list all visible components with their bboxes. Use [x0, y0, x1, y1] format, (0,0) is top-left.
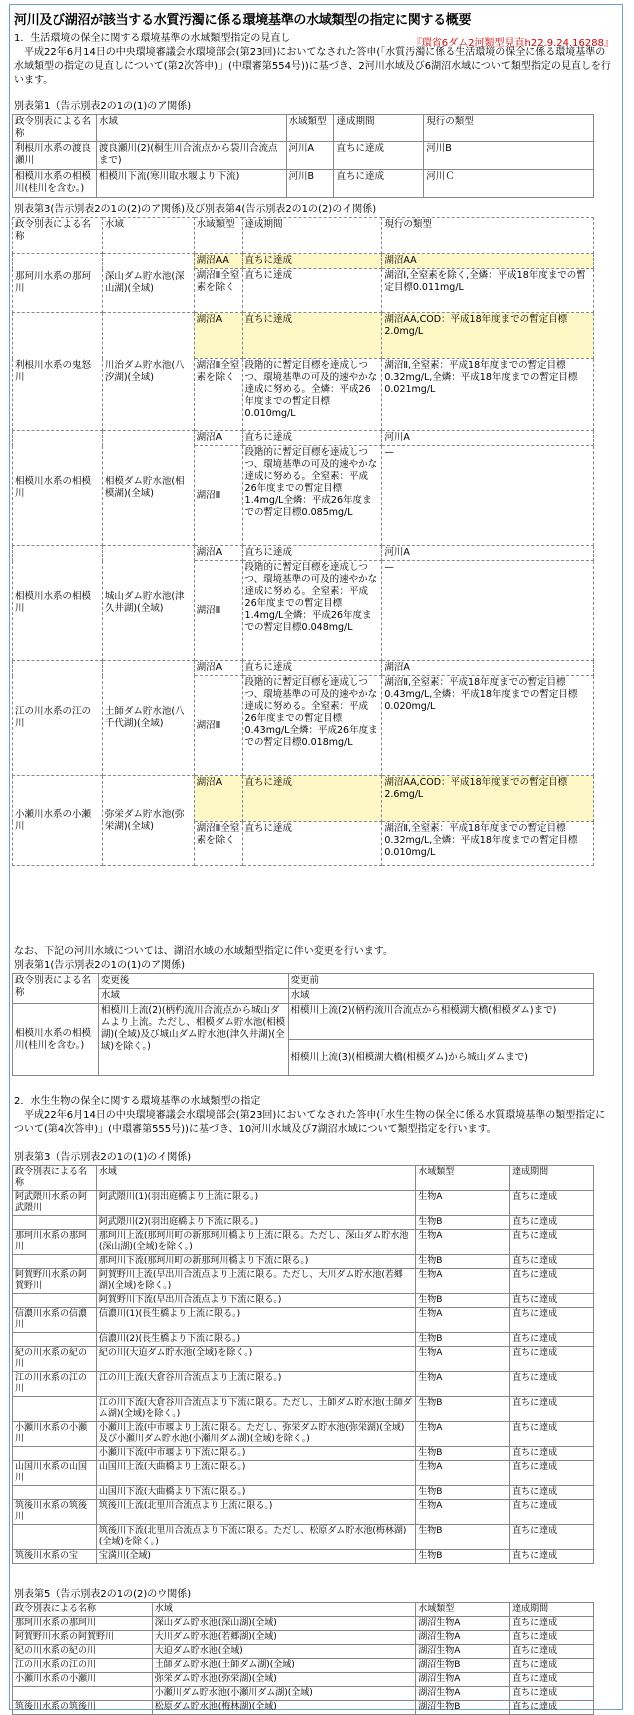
table-row	[13, 170, 594, 198]
table-row	[13, 1659, 594, 1673]
period-cell: 直ちに達成	[242, 546, 382, 561]
header-cell: 達成期間	[334, 115, 424, 142]
table-cell: 直ちに達成	[510, 1308, 594, 1333]
type-cell: 湖沼Ⅱ	[194, 561, 242, 661]
table-row	[13, 1550, 594, 1564]
table-cell: 直ちに達成	[510, 1230, 594, 1255]
table-row	[13, 1294, 594, 1308]
water-area-cell: 深山ダム貯水池(深山湖)(全域)	[102, 254, 194, 313]
header-cell: 政令別表による名称	[13, 218, 103, 254]
header-cell: 水域	[96, 1166, 415, 1191]
header-cell: 達成期間	[510, 1603, 594, 1617]
table-cell: 相模川上流(2)(柄杓流川合流点から相模湖大橋(相模ダム)まで)	[288, 1004, 593, 1040]
table-cell: 深山ダム貯水池(深山湖)(全域)	[152, 1617, 416, 1631]
table-cell: 小瀬川水系の小瀬川	[13, 1673, 153, 1687]
table-row	[13, 1333, 594, 1347]
table5-label: 別表第5（告示別表2の1の(2)のウ関係)	[14, 1589, 192, 1600]
table-cell: 那珂川下流(那珂川町の新那珂川橋より下流に限る。)	[96, 1255, 415, 1269]
table-cell: 紀の川水系の紀の川	[13, 1347, 97, 1372]
table-cell: 直ちに達成	[510, 1631, 594, 1645]
type-cell: 湖沼A	[194, 776, 242, 822]
page-title: 河川及び湖沼が該当する水質汚濁に係る環境基準の水域類型の指定に関する概要	[14, 13, 472, 28]
table-cell	[13, 1294, 97, 1308]
table-cell: 直ちに達成	[510, 1255, 594, 1269]
table-row	[13, 1230, 594, 1255]
table-cell: 弥栄ダム貯水池(弥栄湖)(全域)	[152, 1673, 416, 1687]
table-cell: 土師ダム貯水池(土師ダム湖)(全域)	[152, 1659, 416, 1673]
table-row	[13, 661, 594, 676]
period-cell: 直ちに達成	[242, 431, 382, 446]
table-cell: 直ちに達成	[510, 1500, 594, 1525]
table-cell: 大川ダム貯水池(若郷湖)(全域)	[152, 1631, 416, 1645]
group-name-cell: 相模川水系の相模川	[13, 546, 103, 661]
table-cell: 湖沼生物B	[416, 1701, 510, 1715]
table-cell: 信濃川(1)(長生橋より上流に限る。)	[96, 1308, 415, 1333]
table-row	[13, 1269, 594, 1294]
table-cell: 湖沼生物A	[416, 1631, 510, 1645]
table-cell: 直ちに達成	[510, 1550, 594, 1564]
table-cell: 生物B	[416, 1294, 510, 1308]
table-row	[13, 1255, 594, 1269]
table-row	[13, 313, 594, 359]
table5	[12, 1602, 594, 1715]
table-cell: 直ちに達成	[510, 1701, 594, 1715]
table-cell: 江の川下流(大倉谷川合流点より下流に限る。ただし、土師ダム貯水池(土師ダム湖)(全域)を除く。)	[96, 1397, 415, 1422]
table-cell: 生物A	[416, 1308, 510, 1333]
table-cell: 河川B	[286, 170, 334, 198]
current-type-cell: 河川A	[382, 546, 594, 561]
table-row	[13, 254, 594, 269]
table-row	[13, 1191, 594, 1216]
table-cell: 相模川上流(2)(柄杓流川合流点から城山ダムより上流。ただし、相模ダム貯水池(相模湖)(全域)及び城山ダム貯水池(津久井湖)(全域)を除く。)	[98, 1004, 288, 1076]
table-cell: 阿賀野川下流(早出川合流点より下流に限る。)	[96, 1294, 415, 1308]
period-cell: 直ちに達成	[242, 313, 382, 359]
type-cell: 湖沼Ⅱ全窒素を除く	[194, 359, 242, 431]
table-row	[13, 546, 594, 561]
table-cell: 阿賀野川水系の阿賀野川	[13, 1269, 97, 1294]
header-cell: 現行の類型	[424, 115, 594, 142]
table-cell: 直ちに達成	[510, 1372, 594, 1397]
table-row	[13, 1004, 594, 1040]
table-row	[13, 1461, 594, 1486]
table-cell: 直ちに達成	[510, 1486, 594, 1500]
group-name-cell: 那珂川水系の那珂川	[13, 254, 103, 313]
table-row	[13, 1525, 594, 1550]
table-header-row	[13, 115, 594, 142]
table-row	[13, 1422, 594, 1447]
type-cell: 湖沼Ⅱ	[194, 446, 242, 546]
header-cell: 変更前	[288, 974, 593, 989]
type-cell: 湖沼A	[194, 546, 242, 561]
period-cell: 段階的に暫定目標を達成しつつ、環境基準の可及的速やかな達成に努める。全窒素：平成26年度までの暫定目標0.43mg/L全燐：平成26年度までの暫定目標0.018mg/L	[242, 676, 382, 776]
water-area-cell: 川治ダム貯水池(八汐湖)(全域)	[102, 313, 194, 431]
table-cell: 湖沼生物A	[416, 1673, 510, 1687]
table-cell: 小瀬川ダム貯水池(小瀬川ダム湖)(全域)	[152, 1687, 416, 1701]
table-cell: 生物A	[416, 1422, 510, 1447]
table-cell: 直ちに達成	[510, 1461, 594, 1486]
table-cell: 直ちに達成	[334, 142, 424, 170]
table-cell: 相模川上流(3)(相模湖大橋(相模ダム)から城山ダムまで)	[288, 1040, 593, 1076]
table-cell: 生物A	[416, 1500, 510, 1525]
header-cell: 政令別表による名称	[13, 115, 97, 142]
table-row	[13, 1617, 594, 1631]
type-cell: 湖沼AA	[194, 254, 242, 269]
section1-paragraph: 平成22年6月14日の中央環境審議会水環境部会(第23回)においてなされた答申(「水質汚濁に係る生活環境の保全に係る環境基準の水域類型の指定の見直しについて(第2次答申)」(中環審第554号))に基づき、2河川水域及び6湖沼水域について類型指定の見直しを行います。	[14, 47, 611, 86]
header-cell: 変更後	[98, 974, 288, 989]
current-type-cell: 湖沼AA	[382, 254, 594, 269]
table-cell: 直ちに達成	[510, 1422, 594, 1447]
current-type-cell: 湖沼AA,COD：平成18年度までの暫定目標2.6mg/L	[382, 776, 594, 822]
table-cell: 生物B	[416, 1525, 510, 1550]
table-cell: 直ちに達成	[334, 170, 424, 198]
period-cell: 段階的に暫定目標を達成しつつ、環境基準の可及的速やかな達成に努める。全燐：平成26年度までの暫定目標0.010mg/L	[242, 359, 382, 431]
type-cell: 湖沼A	[194, 661, 242, 676]
table-cell: 阿武隈川水系の阿武隈川	[13, 1191, 97, 1216]
table-cell: 小瀬川下流(中市堰より下流に限る。)	[96, 1447, 415, 1461]
table-cell: 生物B	[416, 1397, 510, 1422]
water-area-cell: 土師ダム貯水池(八千代湖)(全域)	[102, 661, 194, 776]
table-cell: 直ちに達成	[510, 1269, 594, 1294]
table-cell: 小瀬川水系の小瀬川	[13, 1422, 97, 1447]
table-cell: 湖沼生物A	[416, 1617, 510, 1631]
table-cell: 那珂川上流(那珂川町の新那珂川橋より上流に限る。ただし、深山ダム貯水池(深山湖)(全域)を除く。)	[96, 1230, 415, 1255]
table-row	[13, 431, 594, 446]
table-cell: 那珂川水系の那珂川	[13, 1230, 97, 1255]
table-cell	[13, 1447, 97, 1461]
table-cell: 河川B	[424, 142, 594, 170]
table-row	[13, 1500, 594, 1525]
table-cell: 直ちに達成	[510, 1687, 594, 1701]
table-cell: 相模川水系の相模川(桂川を含む。)	[13, 170, 97, 198]
table1	[12, 114, 594, 198]
table-cell: 直ちに達成	[510, 1333, 594, 1347]
table-cell: 直ちに達成	[510, 1659, 594, 1673]
table-cell: 直ちに達成	[510, 1673, 594, 1687]
type-cell: 湖沼A	[194, 431, 242, 446]
table-cell: 直ちに達成	[510, 1645, 594, 1659]
table-cell: 直ちに達成	[510, 1397, 594, 1422]
header-cell: 現行の類型	[382, 218, 594, 254]
table-cell	[13, 1333, 97, 1347]
table-row	[13, 776, 594, 822]
table-cell: 大迫ダム貯水池(全域)	[152, 1645, 416, 1659]
period-cell: 直ちに達成	[242, 776, 382, 822]
header-cell: 政令別表による名称	[13, 974, 99, 1004]
table-cell: 直ちに達成	[510, 1347, 594, 1372]
change-note: なお、下記の河川水域については、湖沼水域の水域類型指定に伴い変更を行います。	[14, 946, 393, 957]
table-cell: 阿武隈川(1)(羽出庭橋より上流に限る。)	[96, 1191, 415, 1216]
header-cell: 水域類型	[286, 115, 334, 142]
table-cell	[13, 1687, 153, 1701]
table-cell: 直ちに達成	[510, 1617, 594, 1631]
table-cell: 阿賀野川上流(早出川合流点より上流に限る。ただし、大川ダム貯水池(若郷湖)(全域)を除く。)	[96, 1269, 415, 1294]
table-header-row	[13, 974, 594, 989]
table-cell: 山国川下流(大曲橋より下流に限る。)	[96, 1486, 415, 1500]
current-type-cell: 湖沼Ⅱ,全窒素：平成18年度までの暫定目標0.32mg/L,全燐：平成18年度までの暫定目標0.010mg/L	[382, 822, 594, 866]
table-cell: 生物A	[416, 1269, 510, 1294]
table-cell: 直ちに達成	[510, 1447, 594, 1461]
table-cell: 直ちに達成	[510, 1191, 594, 1216]
table-cell: 阿賀野川水系の阿賀野川	[13, 1631, 153, 1645]
header-cell: 水域	[288, 989, 593, 1004]
group-name-cell: 小瀬川水系の小瀬川	[13, 776, 103, 866]
table-cell: 生物B	[416, 1447, 510, 1461]
table-cell	[13, 1525, 97, 1550]
table-cell: 河川Ｃ	[424, 170, 594, 198]
table-cell: 信濃川(2)(長生橋より下流に限る。)	[96, 1333, 415, 1347]
table-row	[13, 1673, 594, 1687]
table-cell: 松原ダム貯水池(梅林湖)(全域)	[152, 1701, 416, 1715]
header-cell: 水域	[98, 989, 288, 1004]
header-cell: 水域類型	[194, 218, 242, 254]
current-type-cell: 河川A	[382, 431, 594, 446]
table-cell: 湖沼生物A	[416, 1687, 510, 1701]
current-type-cell: —	[382, 446, 594, 546]
period-cell: 段階的に暫定目標を達成しつつ、環境基準の可及的速やかな達成に努める。全窒素：平成26年度までの暫定目標1.4mg/L全燐：平成26年度までの暫定目標0.085mg/L	[242, 446, 382, 546]
table-cell	[13, 1216, 97, 1230]
type-cell: 湖沼Ⅱ全窒素を除く	[194, 822, 242, 866]
table-cell	[13, 1486, 97, 1500]
water-area-cell: 弥栄ダム貯水池(弥栄湖)(全域)	[102, 776, 194, 866]
table-row	[13, 1701, 594, 1715]
table-row	[13, 1308, 594, 1333]
table-cell: 筑後川水系の筑後川	[13, 1701, 153, 1715]
type-cell: 湖沼Ⅱ全窒素を除く	[194, 269, 242, 313]
table-cell: 生物B	[416, 1333, 510, 1347]
group-name-cell: 相模川水系の相模川	[13, 431, 103, 546]
table-cell: 生物B	[416, 1255, 510, 1269]
header-cell: 水域類型	[416, 1603, 510, 1617]
table-header-row	[13, 1603, 594, 1617]
table-row	[13, 142, 594, 170]
table-cell: 生物A	[416, 1191, 510, 1216]
header-cell: 水域	[96, 115, 286, 142]
water-area-cell: 相模ダム貯水池(相模湖)(全域)	[102, 431, 194, 546]
period-cell: 直ちに達成	[242, 822, 382, 866]
table-cell: 生物A	[416, 1230, 510, 1255]
table-row	[13, 1347, 594, 1372]
current-type-cell: 湖沼Ⅰ,全窒素を除く,全燐：平成18年度までの暫定目標0.011mg/L	[382, 269, 594, 313]
header-cell: 達成期間	[510, 1166, 594, 1191]
table-cell: 生物B	[416, 1216, 510, 1230]
table-cell: 山国川上流(大曲橋より上流に限る。)	[96, 1461, 415, 1486]
table-row	[13, 1216, 594, 1230]
group-name-cell: 利根川水系の鬼怒川	[13, 313, 103, 431]
type-cell: 湖沼Ⅱ	[194, 676, 242, 776]
current-type-cell: 湖沼Ⅱ,全窒素：平成18年度までの暫定目標0.32mg/L,全燐：平成18年度までの暫定目標0.021mg/L	[382, 359, 594, 431]
table-cell: 直ちに達成	[510, 1216, 594, 1230]
period-cell: 直ちに達成	[242, 661, 382, 676]
table-row	[13, 1631, 594, 1645]
table-cell: 筑後川水系の宝	[13, 1550, 97, 1564]
table-cell: 江の川水系の江の川	[13, 1372, 97, 1397]
table-cell: 小瀬川上流(中市堰より上流に限る。ただし、弥栄ダム貯水池(弥栄湖)(全域)及び小瀬川ダム貯水池(小瀬川ダム湖)(全域)を除く。)	[96, 1422, 415, 1447]
table-cell: 筑後川水系の筑後川	[13, 1500, 97, 1525]
table-row	[13, 1397, 594, 1422]
table-cell: 紀の川水系の紀の川	[13, 1645, 153, 1659]
table-cell: 生物B	[416, 1550, 510, 1564]
water-area-cell: 城山ダム貯水池(津久井湖)(全域)	[102, 546, 194, 661]
header-cell: 政令別表による名称	[13, 1603, 153, 1617]
header-cell: 水域	[152, 1603, 416, 1617]
table-row	[13, 1486, 594, 1500]
table1-label: 別表第1（告示別表2の1の(1)のア関係)	[14, 101, 192, 112]
table-cell	[13, 1255, 97, 1269]
table3-label: 別表第1(告示別表2の1の(1)のア関係)	[14, 960, 186, 971]
reference-note: 『環省6ダム2河類型見直h22.9.24.16288』	[411, 38, 614, 49]
table3	[12, 973, 594, 1076]
period-cell: 直ちに達成	[242, 254, 382, 269]
table-cell: 河川A	[286, 142, 334, 170]
table-row	[13, 1372, 594, 1397]
table-cell: 紀の川(大迫ダム貯水池(全域)を除く。)	[96, 1347, 415, 1372]
table-cell: 相模川下流(寒川取水堰より下流)	[96, 170, 286, 198]
table-header-row	[13, 989, 594, 1004]
current-type-cell: —	[382, 561, 594, 661]
table2	[12, 217, 594, 866]
table-cell: 湖沼生物A	[416, 1645, 510, 1659]
table-cell: 生物A	[416, 1347, 510, 1372]
table-header-row	[13, 218, 594, 254]
table-cell	[13, 1397, 97, 1422]
table-cell: 生物B	[416, 1486, 510, 1500]
table-cell: 宝満川(全域)	[96, 1550, 415, 1564]
current-type-cell: 湖沼Ⅱ,全窒素：平成18年度までの暫定目標0.43mg/L,全燐：平成18年度までの暫定目標0.020mg/L	[382, 676, 594, 776]
section2-heading: 2．水生生物の保全に関する環境基準の水域類型の指定	[14, 1096, 261, 1107]
table-cell: 信濃川水系の信濃川	[13, 1308, 97, 1333]
table4	[12, 1165, 594, 1564]
header-cell: 水域類型	[416, 1166, 510, 1191]
table-row	[13, 1447, 594, 1461]
table-cell: 江の川上流(大倉谷川合流点より上流に限る。)	[96, 1372, 415, 1397]
table-cell: 山国川水系の山国川	[13, 1461, 97, 1486]
table-cell: 阿武隈川(2)(羽出庭橋より下流に限る。)	[96, 1216, 415, 1230]
table4-label: 別表第3（告示別表2の1の(1)のイ関係)	[14, 1152, 192, 1163]
group-name-cell: 江の川水系の江の川	[13, 661, 103, 776]
header-cell: 政令別表による名称	[13, 1166, 97, 1191]
table-cell: 利根川水系の渡良瀬川	[13, 142, 97, 170]
table-cell: 江の川水系の江の川	[13, 1659, 153, 1673]
table-cell: 筑後川上流(北里川合流点より上流に限る。)	[96, 1500, 415, 1525]
period-cell: 直ちに達成	[242, 269, 382, 313]
header-cell: 水域	[102, 218, 194, 254]
table2-label: 別表第3(告示別表2の1の(2)のア関係)及び別表第4(告示別表2の1の(2)のイ関係)	[14, 204, 377, 215]
section1-heading: 1．生活環境の保全に関する環境基準の水域類型指定の見直し	[14, 33, 291, 44]
period-cell: 段階的に暫定目標を達成しつつ、環境基準の可及的速やかな達成に努める。全窒素：平成26年度までの暫定目標1.4mg/L全燐：平成26年度までの暫定目標0.048mg/L	[242, 561, 382, 661]
table-row	[13, 1687, 594, 1701]
type-cell: 湖沼A	[194, 313, 242, 359]
table-cell: 湖沼生物B	[416, 1659, 510, 1673]
current-type-cell: 湖沼AA,COD：平成18年度までの暫定目標2.0mg/L	[382, 313, 594, 359]
table-row	[13, 1645, 594, 1659]
table-header-row	[13, 1166, 594, 1191]
table-cell: 筑後川下流(北里川合流点より下流に限る。ただし、松原ダム貯水池(梅林湖)(全域)を除く。)	[96, 1525, 415, 1550]
table-cell: 直ちに達成	[510, 1294, 594, 1308]
table-cell: 那珂川水系の那珂川	[13, 1617, 153, 1631]
current-type-cell: 湖沼A	[382, 661, 594, 676]
table-cell: 渡良瀬川(2)(桐生川合流点から袋川合流点まで)	[96, 142, 286, 170]
table-cell: 生物A	[416, 1372, 510, 1397]
table-cell: 相模川水系の相模川(桂川を含む。)	[13, 1004, 99, 1076]
section2-paragraph: 平成22年6月14日の中央環境審議会水環境部会(第23回)においてなされた答申(「水生生物の保全に係る水質環境基準の類型指定について(第4次答申)」(中環審第555号))に基づき、10河川水域及び7湖沼水域について類型指定を行います。	[14, 1110, 606, 1135]
table-cell: 生物A	[416, 1461, 510, 1486]
header-cell: 達成期間	[242, 218, 382, 254]
table-cell: 直ちに達成	[510, 1525, 594, 1550]
